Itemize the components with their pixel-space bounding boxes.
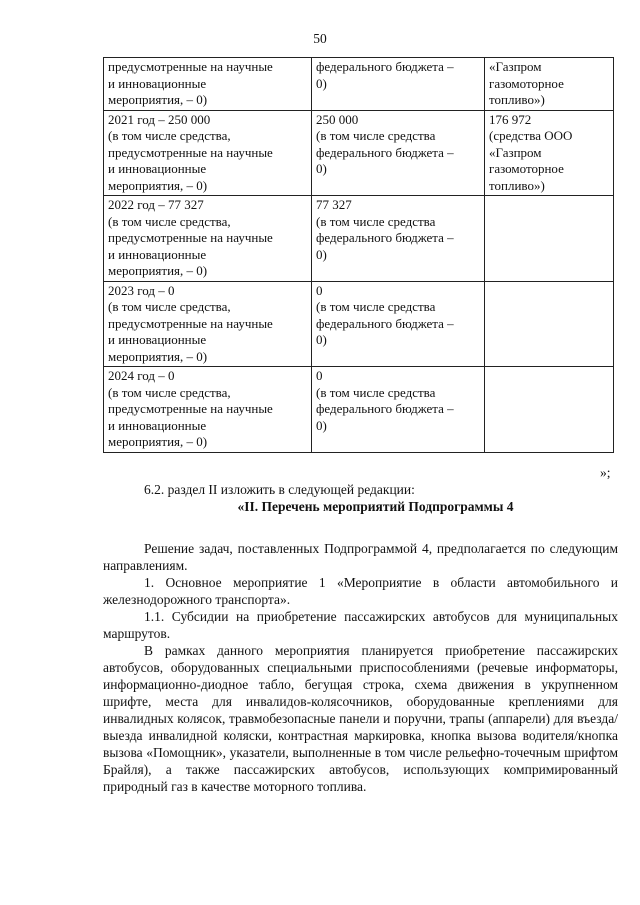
federal-budget-cell: 0 (в том числе средства федерального бюджета – 0) — [312, 367, 485, 453]
other-source-cell — [485, 196, 614, 282]
year-cell: 2024 год – 0 (в том числе средства, предусмотренные на научные и инновационные мероприятия, – 0) — [104, 367, 312, 453]
item-intro: 6.2. раздел II изложить в следующей редакции: — [144, 482, 415, 497]
year-cell: 2021 год – 250 000 (в том числе средства, предусмотренные на научные и инновационные мероприятия, – 0) — [104, 110, 312, 196]
year-cell: 2022 год – 77 327 (в том числе средства, предусмотренные на научные и инновационные мероприятия, – 0) — [104, 196, 312, 282]
federal-budget-cell: 77 327 (в том числе средства федерального бюджета – 0) — [312, 196, 485, 282]
table-row — [104, 58, 614, 111]
year-cell: предусмотренные на научные и инновационные мероприятия, – 0) — [104, 58, 312, 111]
table-closing-mark: »; — [600, 465, 611, 480]
year-cell: 2023 год – 0 (в том числе средства, предусмотренные на научные и инновационные мероприятия, – 0) — [104, 281, 312, 367]
other-source-cell — [485, 281, 614, 367]
paragraph: В рамках данного мероприятия планируется приобретение пассажирских автобусов, оборудованных специальными приспособлениями (речевые информаторы, информационно-диодное табло, бегущая строка, схема движения в укрупненном шрифте, места для инвалидов-колясочников, оборудованные креплениями для инвалидных колясок, травмобезопасные панели и поручни, трапы (аппарели) для въезда/выезда инвалидной коляски, контрастная маркировка, кнопка вызова водителя/кнопка вызова «Помощник», указатели, выполненные в том числе рельефно-точечным шрифтом Брайля), а также пассажирских автобусов, использующих компримированный природный газ в качестве моторного топлива. — [103, 643, 618, 794]
other-source-cell: «Газпром газомоторное топливо») — [485, 58, 614, 111]
paragraph: 1. Основное мероприятие 1 «Мероприятие в области автомобильного и железнодорожного транспорта». — [103, 575, 618, 607]
table-row — [104, 367, 614, 453]
document-body — [103, 481, 618, 795]
table-row — [104, 196, 614, 282]
budget-table — [103, 57, 614, 453]
paragraph: 1.1. Субсидии на приобретение пассажирских автобусов для муниципальных маршрутов. — [103, 609, 618, 641]
federal-budget-cell: 250 000 (в том числе средства федерального бюджета – 0) — [312, 110, 485, 196]
federal-budget-cell: 0 (в том числе средства федерального бюджета – 0) — [312, 281, 485, 367]
table-row — [104, 110, 614, 196]
paragraph: Решение задач, поставленных Подпрограммой 4, предполагается по следующим направлениям. — [103, 541, 618, 573]
table-row — [104, 281, 614, 367]
page-number: 50 — [313, 31, 327, 46]
other-source-cell: 176 972 (средства ООО «Газпром газомоторное топливо») — [485, 110, 614, 196]
section-heading: «II. Перечень мероприятий Подпрограммы 4 — [237, 499, 514, 514]
federal-budget-cell: федерального бюджета – 0) — [312, 58, 485, 111]
other-source-cell — [485, 367, 614, 453]
